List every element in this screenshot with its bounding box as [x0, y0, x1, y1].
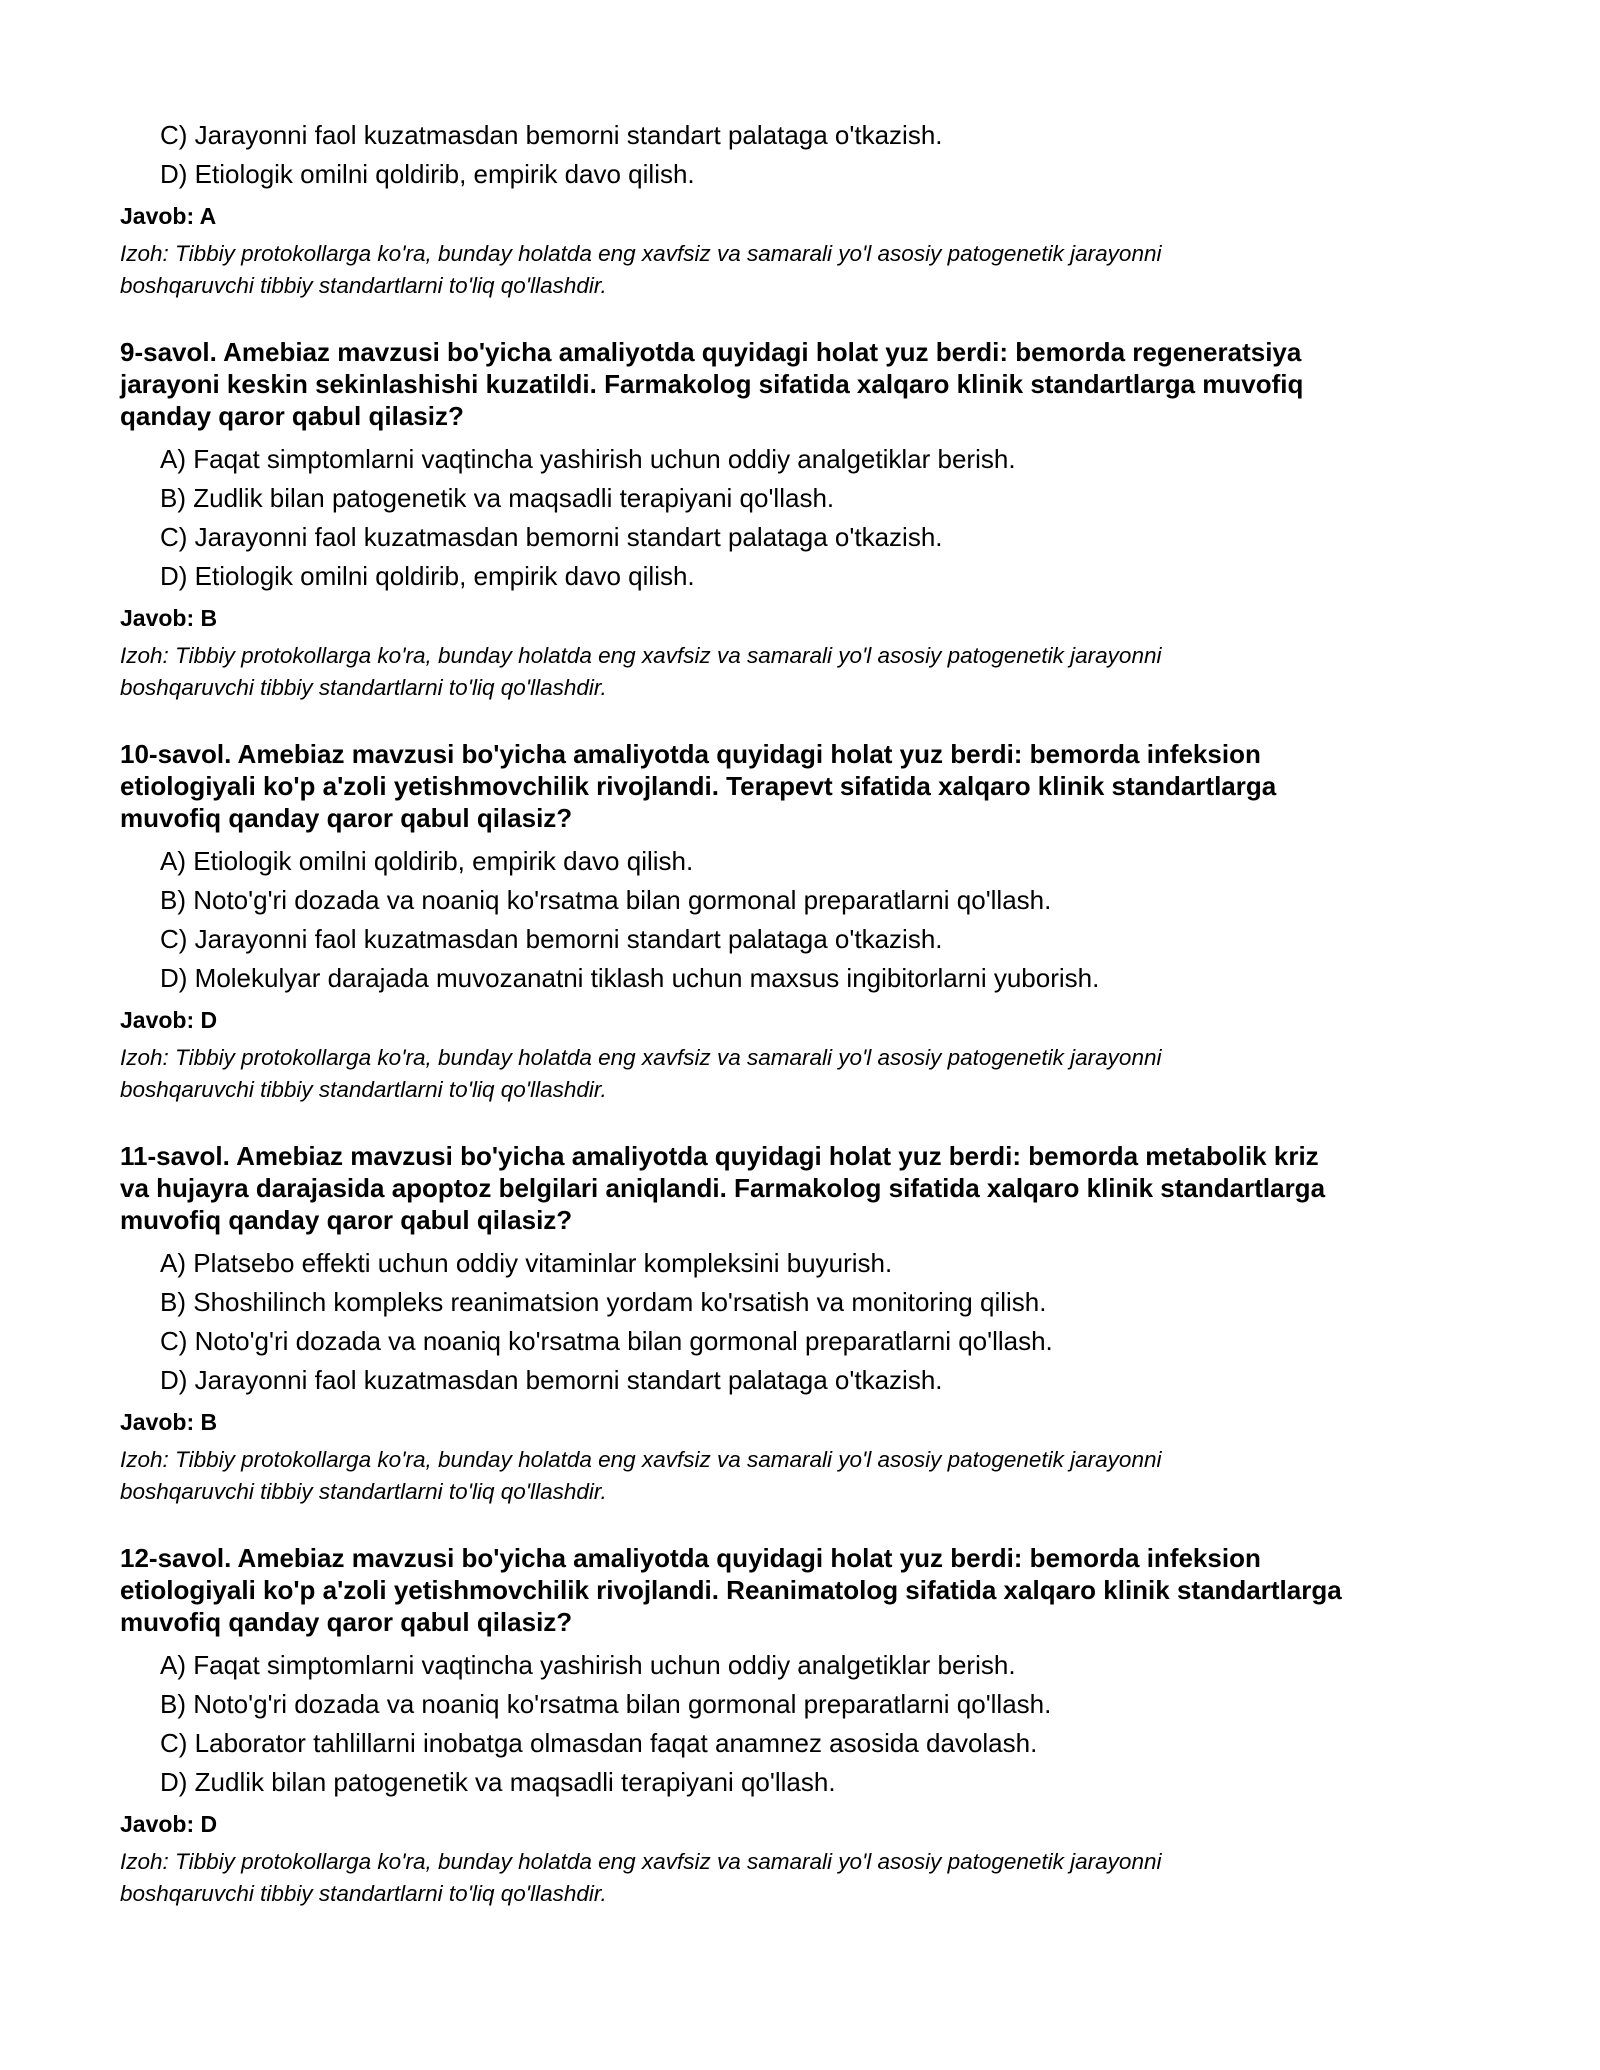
question-line: qanday qaror qabul qilasiz?	[120, 401, 464, 431]
explanation-note	[120, 1444, 1480, 1508]
explanation-line: Izoh: Tibbiy protokollarga ko'ra, bunday holatda eng xavfsiz va samarali yo'l asosiy patogenetik jarayonni	[120, 1045, 1162, 1070]
option-b: B) Shoshilinch kompleks reanimatsion yordam ko'rsatish va monitoring qilish.	[160, 1287, 1047, 1317]
explanation-line: boshqaruvchi tibbiy standartlarni to'liq qo'llashdir.	[120, 1881, 607, 1906]
explanation-line: Izoh: Tibbiy protokollarga ko'ra, bunday holatda eng xavfsiz va samarali yo'l asosiy patogenetik jarayonni	[120, 1849, 1162, 1874]
option-c: C) Laborator tahlillarni inobatga olmasdan faqat anamnez asosida davolash.	[160, 1728, 1038, 1758]
explanation-line: boshqaruvchi tibbiy standartlarni to'liq qo'llashdir.	[120, 1479, 607, 1504]
option-c: C) Jarayonni faol kuzatmasdan bemorni standart palataga o'tkazish.	[160, 924, 943, 954]
explanation-line: Izoh: Tibbiy protokollarga ko'ra, bunday holatda eng xavfsiz va samarali yo'l asosiy patogenetik jarayonni	[120, 241, 1162, 266]
option-d: D) Etiologik omilni qoldirib, empirik davo qilish.	[160, 561, 695, 591]
question-line: 11-savol. Amebiaz mavzusi bo'yicha amaliyotda quyidagi holat yuz berdi: bemorda metabolik kriz	[120, 1141, 1319, 1171]
question-text	[120, 336, 1480, 432]
question-line: 9-savol. Amebiaz mavzusi bo'yicha amaliyotda quyidagi holat yuz berdi: bemorda regeneratsiya	[120, 337, 1302, 367]
question-11	[120, 1140, 1480, 1508]
option-a: A) Faqat simptomlarni vaqtincha yashirish uchun oddiy analgetiklar berish.	[160, 1650, 1016, 1680]
question-9	[120, 336, 1480, 704]
explanation-line: Izoh: Tibbiy protokollarga ko'ra, bunday holatda eng xavfsiz va samarali yo'l asosiy patogenetik jarayonni	[120, 1447, 1162, 1472]
explanation-note	[120, 1846, 1480, 1910]
question-line: 10-savol. Amebiaz mavzusi bo'yicha amaliyotda quyidagi holat yuz berdi: bemorda infeksion	[120, 739, 1261, 769]
option-d: D) Jarayonni faol kuzatmasdan bemorni standart palataga o'tkazish.	[160, 1365, 943, 1395]
option-d: D) Etiologik omilni qoldirib, empirik davo qilish.	[160, 159, 695, 189]
question-line: muvofiq qanday qaror qabul qilasiz?	[120, 803, 573, 833]
explanation-line: boshqaruvchi tibbiy standartlarni to'liq qo'llashdir.	[120, 1077, 607, 1102]
option-a: A) Etiologik omilni qoldirib, empirik davo qilish.	[160, 846, 694, 876]
option-c: C) Jarayonni faol kuzatmasdan bemorni standart palataga o'tkazish.	[160, 120, 943, 150]
question-line: etiologiyali ko'p a'zoli yetishmovchilik rivojlandi. Reanimatolog sifatida xalqaro klinik standartlarga	[120, 1575, 1342, 1605]
answer-label: Javob: A	[120, 203, 217, 229]
explanation-note	[120, 238, 1480, 302]
explanation-note	[120, 1042, 1480, 1106]
question-line: etiologiyali ko'p a'zoli yetishmovchilik rivojlandi. Terapevt sifatida xalqaro klinik standartlarga	[120, 771, 1277, 801]
question-line: muvofiq qanday qaror qabul qilasiz?	[120, 1205, 573, 1235]
question-8-continuation	[120, 120, 1480, 302]
option-a: A) Platsebo effekti uchun oddiy vitaminlar kompleksini buyurish.	[160, 1248, 893, 1278]
option-b: B) Noto'g'ri dozada va noaniq ko'rsatma bilan gormonal preparatlarni qo'llash.	[160, 885, 1052, 915]
option-b: B) Noto'g'ri dozada va noaniq ko'rsatma bilan gormonal preparatlarni qo'llash.	[160, 1689, 1052, 1719]
answer-label: Javob: B	[120, 1409, 218, 1435]
explanation-line: Izoh: Tibbiy protokollarga ko'ra, bunday holatda eng xavfsiz va samarali yo'l asosiy patogenetik jarayonni	[120, 643, 1162, 668]
answer-label: Javob: B	[120, 605, 218, 631]
question-line: va hujayra darajasida apoptoz belgilari aniqlandi. Farmakolog sifatida xalqaro klinik standartlarga	[120, 1173, 1326, 1203]
option-c: C) Noto'g'ri dozada va noaniq ko'rsatma bilan gormonal preparatlarni qo'llash.	[160, 1326, 1053, 1356]
question-text	[120, 1542, 1480, 1638]
question-text	[120, 738, 1480, 834]
explanation-line: boshqaruvchi tibbiy standartlarni to'liq qo'llashdir.	[120, 675, 607, 700]
explanation-line: boshqaruvchi tibbiy standartlarni to'liq qo'llashdir.	[120, 273, 607, 298]
question-line: 12-savol. Amebiaz mavzusi bo'yicha amaliyotda quyidagi holat yuz berdi: bemorda infeksion	[120, 1543, 1261, 1573]
option-d: D) Molekulyar darajada muvozanatni tiklash uchun maxsus ingibitorlarni yuborish.	[160, 963, 1100, 993]
question-10	[120, 738, 1480, 1106]
option-a: A) Faqat simptomlarni vaqtincha yashirish uchun oddiy analgetiklar berish.	[160, 444, 1016, 474]
answer-label: Javob: D	[120, 1811, 218, 1837]
document-page	[120, 120, 1480, 1910]
question-text	[120, 1140, 1480, 1236]
option-d: D) Zudlik bilan patogenetik va maqsadli terapiyani qo'llash.	[160, 1767, 836, 1797]
option-c: C) Jarayonni faol kuzatmasdan bemorni standart palataga o'tkazish.	[160, 522, 943, 552]
question-line: jarayoni keskin sekinlashishi kuzatildi. Farmakolog sifatida xalqaro klinik standartlarga muvofiq	[120, 369, 1304, 399]
answer-label: Javob: D	[120, 1007, 218, 1033]
explanation-note	[120, 640, 1480, 704]
option-b: B) Zudlik bilan patogenetik va maqsadli terapiyani qo'llash.	[160, 483, 835, 513]
question-line: muvofiq qanday qaror qabul qilasiz?	[120, 1607, 573, 1637]
question-12	[120, 1542, 1480, 1910]
